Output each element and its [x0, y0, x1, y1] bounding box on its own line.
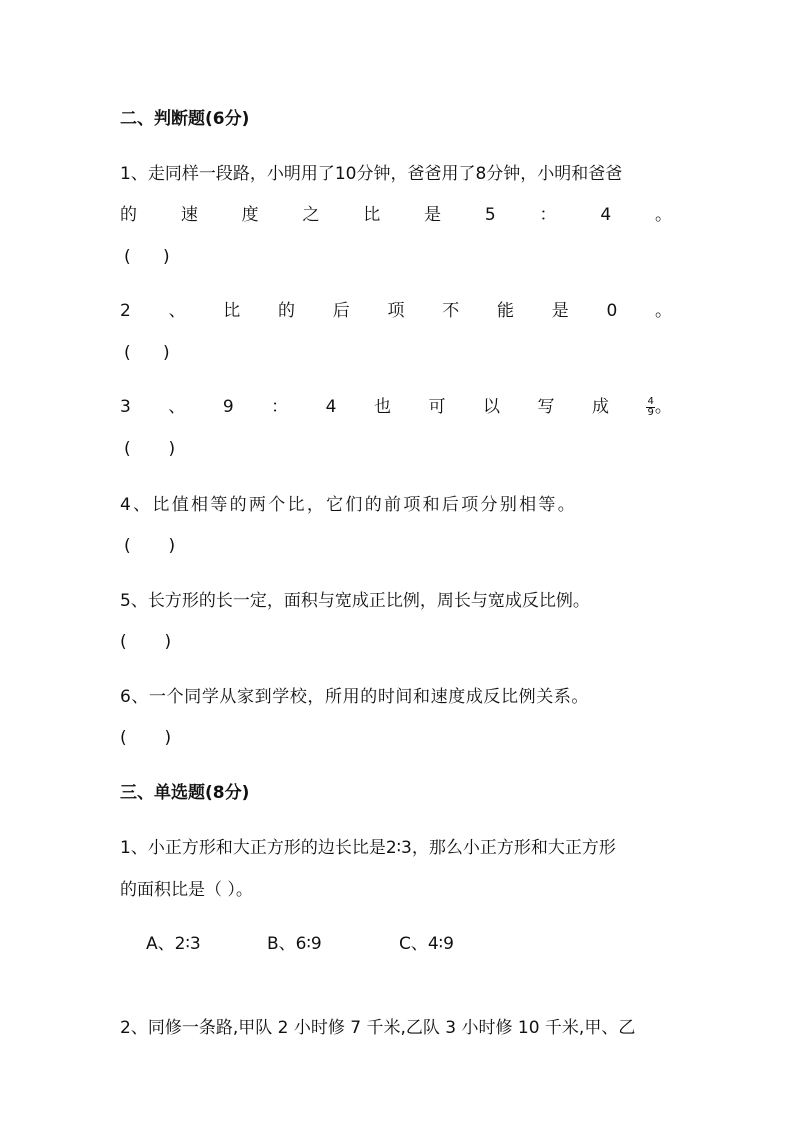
s2-q1-line2 [120, 203, 672, 227]
glyph: 4 [325, 397, 337, 417]
period: 。 [654, 397, 672, 417]
s3-q1-line2: 的面积比是（ ）。 [120, 880, 253, 900]
glyph: 不 [442, 301, 460, 321]
glyph: 是 [551, 301, 569, 321]
s2-q1-line1: 1、走同样一段路，小明用了10分钟，爸爸用了8分钟，小明和爸爸 [120, 164, 623, 184]
glyph: 之 [302, 205, 320, 225]
glyph: 。 [654, 205, 672, 225]
glyph: 比 [363, 205, 381, 225]
glyph: 4 [600, 205, 612, 225]
glyph: 可 [428, 397, 446, 417]
glyph: 比 [223, 301, 241, 321]
glyph: 5 [484, 205, 496, 225]
glyph: ： [271, 397, 289, 417]
glyph: 3 [120, 397, 131, 417]
glyph: ： [539, 205, 557, 225]
s3-q2-line1: 2、同修一条路,甲队 2 小时修 7 千米,乙队 3 小时修 10 千米,甲、乙 [120, 1018, 636, 1038]
option-c[interactable]: C、4∶9 [399, 934, 454, 954]
glyph: 。 [655, 301, 672, 321]
glyph: 的 [278, 301, 296, 321]
glyph: 也 [373, 397, 391, 417]
glyph: 的 [120, 205, 137, 225]
glyph: 2 [120, 301, 131, 321]
answer-blank[interactable]: ( ) [124, 536, 176, 556]
option-a[interactable]: A、2∶3 [146, 934, 201, 954]
glyph: 成 [591, 397, 609, 417]
answer-blank[interactable]: ( ) [120, 632, 172, 652]
glyph: 能 [496, 301, 514, 321]
glyph: 0 [606, 301, 618, 321]
glyph: 9 [222, 397, 234, 417]
glyph: 、 [168, 397, 186, 417]
answer-blank[interactable]: ( ) [124, 343, 170, 363]
s2-q6-line1: 6、一个同学从家到学校，所用的时间和速度成反比例关系。 [120, 687, 590, 707]
glyph: 、 [168, 301, 186, 321]
s3-q1-options [146, 932, 454, 956]
glyph: 后 [332, 301, 350, 321]
glyph: 项 [387, 301, 405, 321]
fraction-denominator: 9 [647, 406, 654, 418]
fraction-numerator: 4 [647, 395, 654, 407]
glyph: 度 [241, 205, 259, 225]
glyph: 写 [537, 397, 555, 417]
s3-q1-line1: 1、小正方形和大正方形的边长比是2∶3，那么小正方形和大正方形 [120, 838, 616, 858]
s2-q4-line1: 4、比值相等的两个比，它们的前项和后项分别相等。 [120, 495, 578, 515]
glyph: 以 [482, 397, 500, 417]
s2-q3-line1 [120, 395, 672, 419]
answer-blank[interactable]: ( ) [120, 728, 172, 748]
answer-blank[interactable]: ( ) [124, 439, 176, 459]
glyph: 是 [424, 205, 442, 225]
s2-q2-line1 [120, 299, 672, 323]
answer-blank[interactable]: ( ) [124, 247, 170, 267]
s2-q5-line1: 5、长方形的长一定，面积与宽成正比例，周长与宽成反比例。 [120, 591, 590, 611]
glyph: 速 [180, 205, 198, 225]
section-2-title: 二、判断题(6分) [120, 109, 250, 129]
option-b[interactable]: B、6∶9 [267, 934, 322, 954]
fraction-with-period [646, 395, 671, 419]
section-3-title: 三、单选题(8分) [120, 783, 250, 803]
fraction [646, 397, 654, 418]
